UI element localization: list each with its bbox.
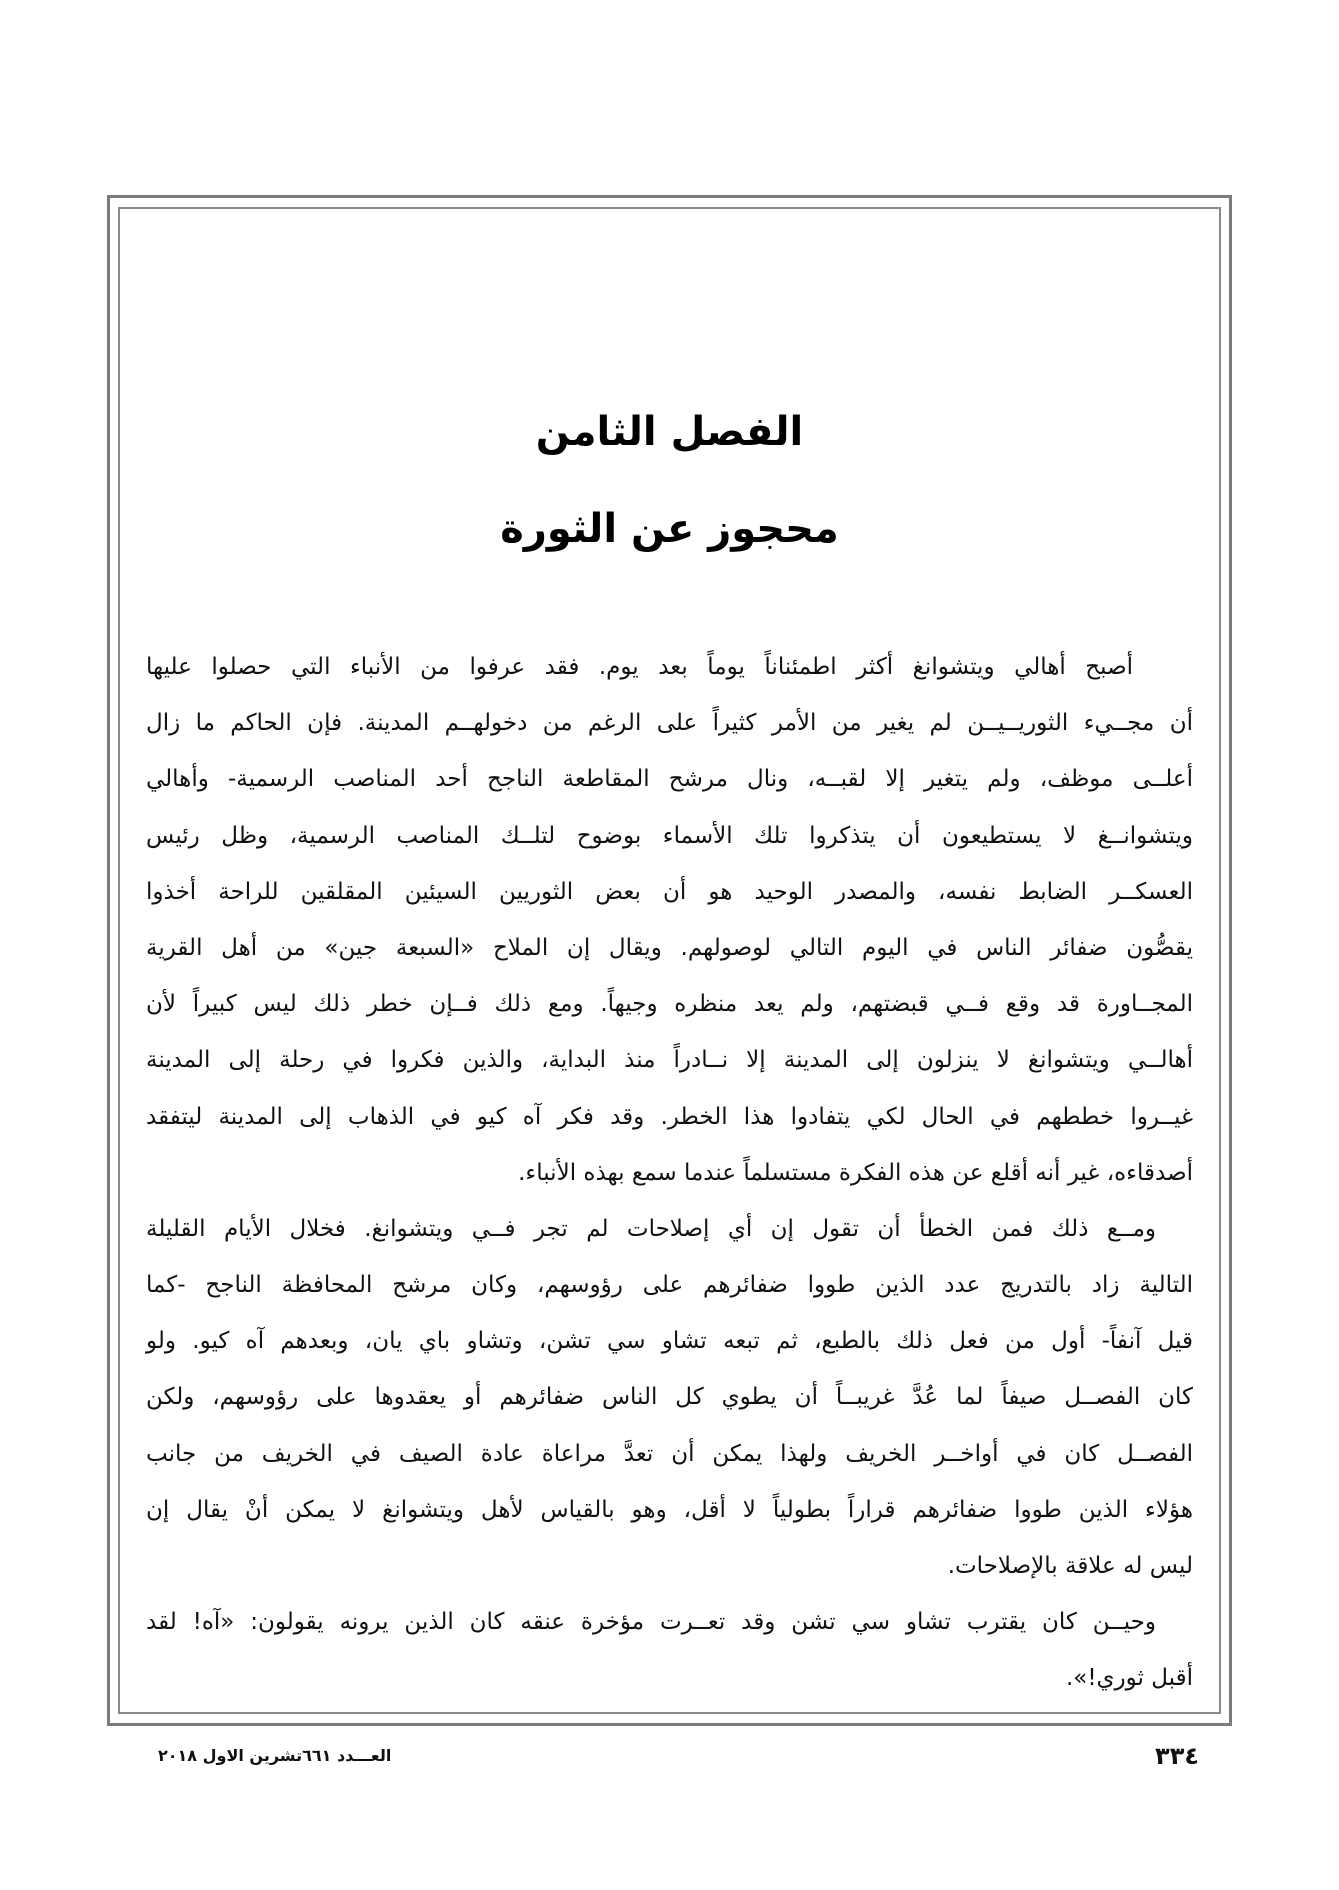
- text-line: أقبل ثوري!».: [1065, 1665, 1193, 1692]
- text-line: هؤلاء الذين طووا ضفائرهم قراراً بطولياً لا أقل، وهو بالقياس لأهل ويتشوانغ لا يمكن أنْ يقال إن: [146, 1496, 1193, 1523]
- text-line: أعلــى موظف، ولم يتغير إلا لقبــه، ونال مرشح المقاطعة الناجح أحد المناصب الرسمية- وأهالي: [146, 766, 1193, 793]
- text-line: غيــروا خططهم في الحال لكي يتفادوا هذا الخطر. وقد فكر آه كيو في الذهاب إلى المدينة ليتفقد: [146, 1103, 1193, 1130]
- text-line: المجــاورة قد وقع فــي قبضتهم، ولم يعد منظره وجيهاً. ومع ذلك فــإن خطر ذلك ليس كبيراً لأن: [146, 991, 1193, 1018]
- paragraph: [146, 639, 1193, 1201]
- text-line: ومــع ذلك فمن الخطأ أن تقول إن أي إصلاحات لم تجر فــي ويتشوانغ. فخلال الأيام القليلة: [146, 1215, 1156, 1242]
- text-line: أصبح أهالي ويتشوانغ أكثر اطمئناناً يوماً بعد يوم. فقد عرفوا من الأنباء التي حصلوا عليها: [146, 654, 1133, 680]
- text-line: أن مجــيء الثوريــيــن لم يغير من الأمر كثيراً على الرغم من دخولهــم المدينة. فإن الحاكم ما زال: [146, 710, 1193, 737]
- chapter-title: محجوز عن الثورة: [500, 506, 839, 552]
- text-line: كان الفصــل صيفاً لما عُدَّ غريبــاً أن يطوي كل الناس ضفائرهم أو يعقدوها على رؤوسهم، ولكن: [146, 1384, 1193, 1411]
- chapter-heading: الفصل الثامن: [535, 409, 804, 455]
- issue-info: العـــدد ٦٦١تشرين الاول ٢٠١٨: [158, 1746, 392, 1765]
- text-line: يقصُّون ضفائر الناس في اليوم التالي لوصولهم. ويقال إن الملاح «السبعة جين» من أهل القرية: [146, 934, 1193, 961]
- text-line: قيل آنفاً- أول من فعل ذلك بالطبع، ثم تبعه تشاو سي تشن، وتشاو باي يان، وبعدهم آه كيو. ولو: [146, 1328, 1193, 1355]
- text-line: ويتشوانــغ لا يستطيعون أن يتذكروا تلك الأسماء بوضوح لتلــك المناصب الرسمية، وظل رئيس: [146, 822, 1193, 849]
- text-line: أهالــي ويتشوانغ لا ينزلون إلى المدينة إلا نــادراً منذ البداية، والذين فكروا في رحلة إلى المدينة: [146, 1047, 1193, 1074]
- text-line: أصدقاءه، غير أنه أقلع عن هذه الفكرة مستسلماً عندما سمع بهذه الأنباء.: [518, 1159, 1193, 1186]
- paragraph: [146, 1201, 1193, 1594]
- text-line: التالية زاد بالتدريج عدد الذين طووا ضفائرهم على رؤوسهم، وكان مرشح المحافظة الناجح -كما: [146, 1272, 1193, 1299]
- text-line: وحيــن كان يقترب تشاو سي تشن وقد تعــرت مؤخرة عنقه كان الذين يرونه يقولون: «آه! لقد: [146, 1609, 1156, 1636]
- page-number: ٣٣٤: [1155, 1742, 1199, 1770]
- text-line: العسكــر الضابط نفسه، والمصدر الوحيد هو أن بعض الثوريين السيئين المقلقين للراحة أخذوا: [146, 878, 1193, 905]
- text-line: الفصــل كان في أواخــر الخريف ولهذا يمكن أن تعدَّ مراعاة عادة الصيف في الخريف من جانب: [146, 1440, 1193, 1467]
- paragraph: [146, 1594, 1193, 1706]
- body-text: [146, 639, 1193, 1707]
- text-line: ليس له علاقة بالإصلاحات.: [947, 1553, 1193, 1579]
